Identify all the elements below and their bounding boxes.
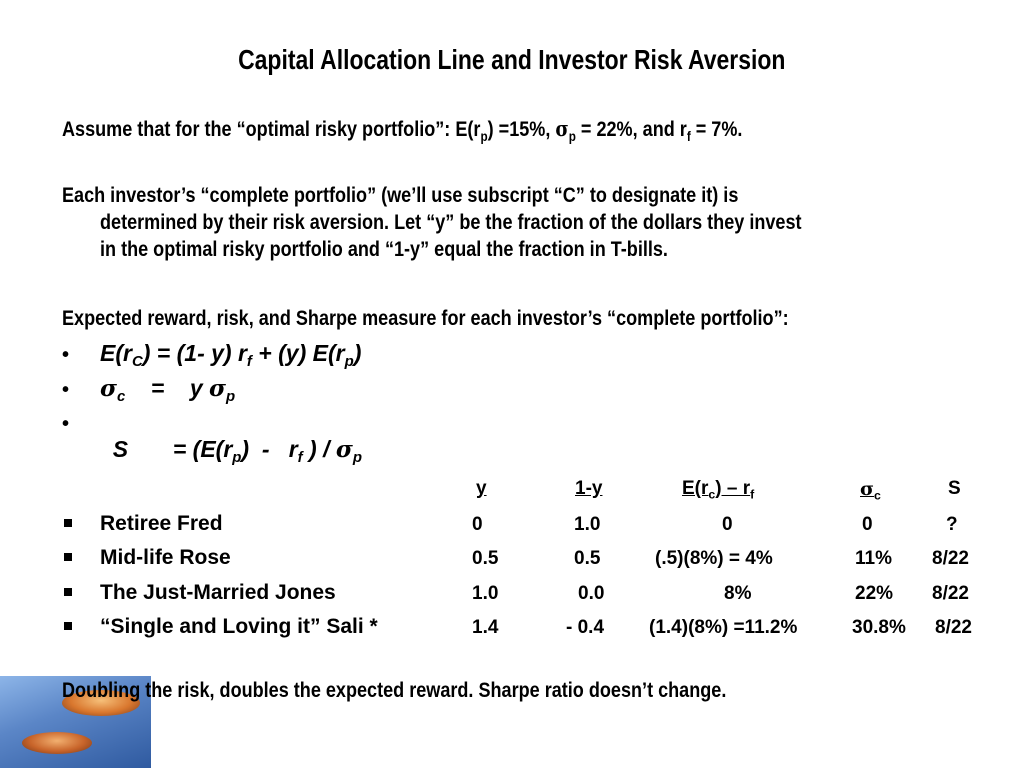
formula-expected-return: $E(r_C) = (1-$ y) $r_f + (y)$ $E(r_p)$ xyxy=(100,340,362,371)
bullet-2: • xyxy=(62,379,70,401)
row-bullet xyxy=(64,519,72,527)
conclusion-text: Doubling the risk, doubles the expected reward. Sharpe ratio doesn’t change. xyxy=(62,679,727,702)
row-y: 0.5 xyxy=(472,548,499,569)
paragraph-line-3: in the optimal risky portfolio and “1-y” equal the fraction in T-bills. xyxy=(100,238,668,261)
rock-shape xyxy=(22,732,92,754)
paragraph-line-1: Each investor’s “complete portfolio” (we’ll use subscript “C” to designate it) is xyxy=(62,184,739,207)
row-name: “Single and Loving it” Sali * xyxy=(100,615,378,638)
row-y: 1.4 xyxy=(472,617,499,638)
row-y: 0 xyxy=(472,514,483,535)
row-one-minus-y: 0.0 xyxy=(578,583,605,604)
row-sharpe: 8/22 xyxy=(932,548,969,569)
row-name: Mid-life Rose xyxy=(100,546,231,569)
slide-title: Capital Allocation Line and Investor Risk Aversion xyxy=(238,44,786,75)
row-sharpe: ? xyxy=(946,514,958,535)
row-sigma-c: 0 xyxy=(862,514,873,535)
header-one-minus-y: 1-y xyxy=(575,478,603,499)
header-y: y xyxy=(476,478,487,499)
row-bullet xyxy=(64,622,72,630)
row-one-minus-y: 0.5 xyxy=(574,548,601,569)
header-risk-premium: $E(r_c) - r_f$ xyxy=(682,478,755,502)
paragraph-line-2: determined by their risk aversion. Let “y” be the fraction of the dollars they invest xyxy=(100,211,802,234)
row-sharpe: 8/22 xyxy=(932,583,969,604)
row-name: The Just-Married Jones xyxy=(100,581,336,604)
formula-risk: $\sigma_c$ = y $\sigma_p$ xyxy=(100,375,236,406)
row-y: 1.0 xyxy=(472,583,499,604)
row-sharpe: 8/22 xyxy=(935,617,972,638)
row-premium: 8% xyxy=(724,583,752,604)
row-one-minus-y: - 0.4 xyxy=(566,617,605,638)
bullet-1: • xyxy=(62,344,70,366)
row-premium: (1.4)(8%) =11.2% xyxy=(649,617,798,638)
row-premium: (.5)(8%) = 4% xyxy=(655,548,773,569)
row-bullet xyxy=(64,553,72,561)
header-sharpe: S xyxy=(948,478,961,499)
measures-heading: Expected reward, risk, and Sharpe measure for each investor’s “complete portfolio”: xyxy=(62,307,789,330)
row-sigma-c: 30.8% xyxy=(852,617,906,638)
formula-sharpe: S = ($E(r_p) - r_f$ ) / $\sigma_p$ xyxy=(112,436,362,467)
row-sigma-c: 22% xyxy=(855,583,894,604)
row-one-minus-y: 1.0 xyxy=(574,514,601,535)
row-premium: 0 xyxy=(722,514,733,535)
row-bullet xyxy=(64,588,72,596)
bullet-3: • xyxy=(62,413,70,435)
header-sigma-c: $\sigma_c$ xyxy=(860,478,881,503)
row-name: Retiree Fred xyxy=(100,512,223,535)
assumption-line: Assume that for the “optimal risky portfolio”: $E(r_p) =15\%$, $\sigma_p = 22\%$, and $r_f = 7\%$. xyxy=(62,116,743,144)
row-sigma-c: 11% xyxy=(855,548,892,569)
